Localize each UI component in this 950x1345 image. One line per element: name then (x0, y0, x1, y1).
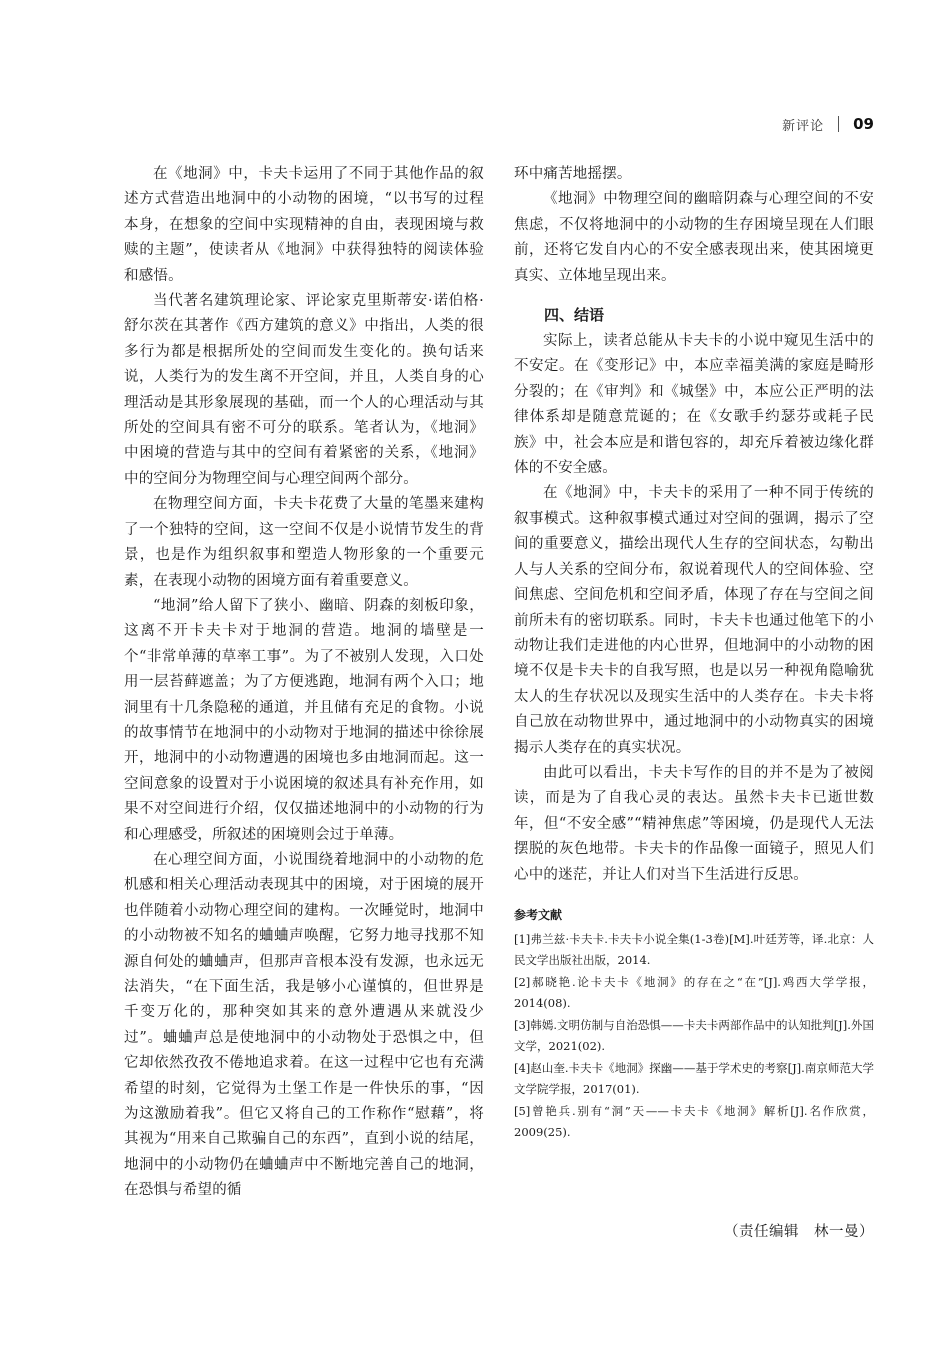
paragraph: 在物理空间方面，卡夫卡花费了大量的笔墨来建构了一个独特的空间，这一空间不仅是小说情节发生的背景，也是作为组织叙事和塑造人物形象的一个重要元素，在表现小动物的困境方面有着重要意义。 (124, 496, 484, 589)
section-title: 新评论 (782, 118, 825, 134)
paragraph: 在心理空间方面，小说围绕着地洞中的小动物的危机感和相关心理活动表现其中的困境，对于困境的展开也伴随着小动物心理空间的建构。一次睡觉时，地洞中的小动物被不知名的蛐蛐声唤醒，它努力地寻找那不知源自何处的蛐蛐声，但那声音根本没有发源，也永远无法消失，“在下面生活，我是够小心谨慎的，但世界是千变万化的，那种突如其来的意外遭遇从来就没少过”。蛐蛐声总是使地洞中的小动物处于恐惧之中，但它却依然孜孜不倦地追求着。在这一过程中它也有充满希望的时刻，它觉得为土堡工作是一件快乐的事，“因为这激励着我”。但它又将自己的工作称作“慰藉”，将其视为“用来自己欺骗自己的东西”，直到小说的结尾，地洞中的小动物仍在蛐蛐声中不断地完善自己的地洞，在恐惧与希望的循 (124, 851, 484, 1199)
paragraph: 《地洞》中物理空间的幽暗阴森与心理空间的不安焦虑，不仅将地洞中的小动物的生存困境呈现在人们眼前，还将它发自内心的不安全感表现出来，使其困境更真实、立体地呈现出来。 (514, 191, 874, 284)
reference-item: [5]曾艳兵.别有“洞”天——卡夫卡《地洞》解析[J].名作欣赏，2009(25). (514, 1103, 874, 1140)
editor-credit: （责任编辑 林一曼） (724, 1224, 874, 1240)
paragraph: 实际上，读者总能从卡夫卡的小说中窥见生活中的不安定。在《变形记》中，本应幸福美满的家庭是畸形分裂的；在《审判》和《城堡》中，本应公正严明的法律体系却是随意荒诞的；在《女歌手约瑟芬或耗子民族》中，社会本应是和谐包容的，却充斥着被边缘化群体的不安全感。 (514, 333, 874, 477)
left-column (124, 162, 484, 1204)
paragraph: 当代著名建筑理论家、评论家克里斯蒂安·诺伯格·舒尔茨在其著作《西方建筑的意义》中指出，人类的很多行为都是根据所处的空间而发生变化的。换句话来说，人类行为的发生离不开空间，并且，人类自身的心理活动是其形象展现的基础，而一个人的心理活动与其所处的空间具有密不可分的联系。笔者认为，《地洞》中困境的营造与其中的空间有着紧密的关系，《地洞》中的空间分为物理空间与心理空间两个部分。 (124, 293, 484, 487)
paragraph: 在《地洞》中，卡夫卡运用了不同于其他作品的叙述方式营造出地洞中的小动物的困境，“以书写的过程本身，在想象的空间中实现精神的自由，表现困境与救赎的主题”，使读者从《地洞》中获得独特的阅读体验和感悟。 (124, 166, 484, 284)
reference-item: [3]韩嫣.文明仿制与自治恐惧——卡夫卡两部作品中的认知批判[J].外国文学，2021(02). (514, 1017, 874, 1054)
reference-item: [1]弗兰兹·卡夫卡.卡夫卡小说全集(1-3卷)[M].叶廷芳等，译.北京：人民文学出版社出版，2014. (514, 931, 874, 968)
paragraph: 由此可以看出，卡夫卡写作的目的并不是为了被阅读，而是为了自我心灵的表达。虽然卡夫卡已逝世数年，但“不安全感”“精神焦虑”等困境，仍是现代人无法摆脱的灰色地带。卡夫卡的作品像一面镜子，照见人们心中的迷茫，并让人们对当下生活进行反思。 (514, 764, 874, 883)
paragraph-continuation: 环中痛苦地摇摆。 (514, 166, 632, 182)
reference-item: [4]赵山奎.卡夫卡《地洞》探幽——基于学术史的考察[J].南京师范大学文学院学报，2017(01). (514, 1060, 874, 1097)
references-list (514, 929, 874, 1144)
page-header (782, 114, 874, 134)
reference-item: [2]郝晓艳.论卡夫卡《地洞》的存在之“在”[J].鸡西大学学报，2014(08). (514, 974, 874, 1011)
section-heading-conclusion: 四、结语 (544, 306, 605, 325)
paragraph: 在《地洞》中，卡夫卡的采用了一种不同于传统的叙事模式。这种叙事模式通过对空间的强调，揭示了空间的重要意义，描绘出现代人生存的空间状态，勾勒出人与人关系的空间分布，叙说着现代人的空间体验、空间焦虑、空间危机和空间矛盾，体现了存在与空间之间前所未有的密切联系。同时，卡夫卡也通过他笔下的小动物让我们走进他的内心世界，但地洞中的小动物的困境不仅是卡夫卡的自我写照，也是以另一种视角隐喻犹太人的生存状况以及现实生活中的人类存在。卡夫卡将自己放在动物世界中，通过地洞中的小动物真实的困境揭示人类存在的真实状况。 (514, 485, 874, 756)
header-divider (838, 116, 839, 132)
page-number: 09 (853, 115, 874, 133)
right-column (514, 162, 874, 1144)
paragraph: “地洞”给人留下了狭小、幽暗、阴森的刻板印象，这离不开卡夫卡对于地洞的营造。地洞的墙壁是一个“非常单薄的草率工事”。为了不被别人发现，入口处用一层苔藓遮盖；为了方便逃跑，地洞有两个入口；地洞里有十几条隐秘的通道，并且储有充足的食物。小说的故事情节在地洞中的小动物对于地洞的描述中徐徐展开，地洞中的小动物遭遇的困境也多由地洞而起。这一空间意象的设置对于小说困境的叙述具有补充作用，如果不对空间进行介绍，仅仅描述地洞中的小动物的行为和心理感受，所叙述的困境则会过于单薄。 (124, 597, 484, 843)
references-heading: 参考文献 (514, 907, 563, 922)
